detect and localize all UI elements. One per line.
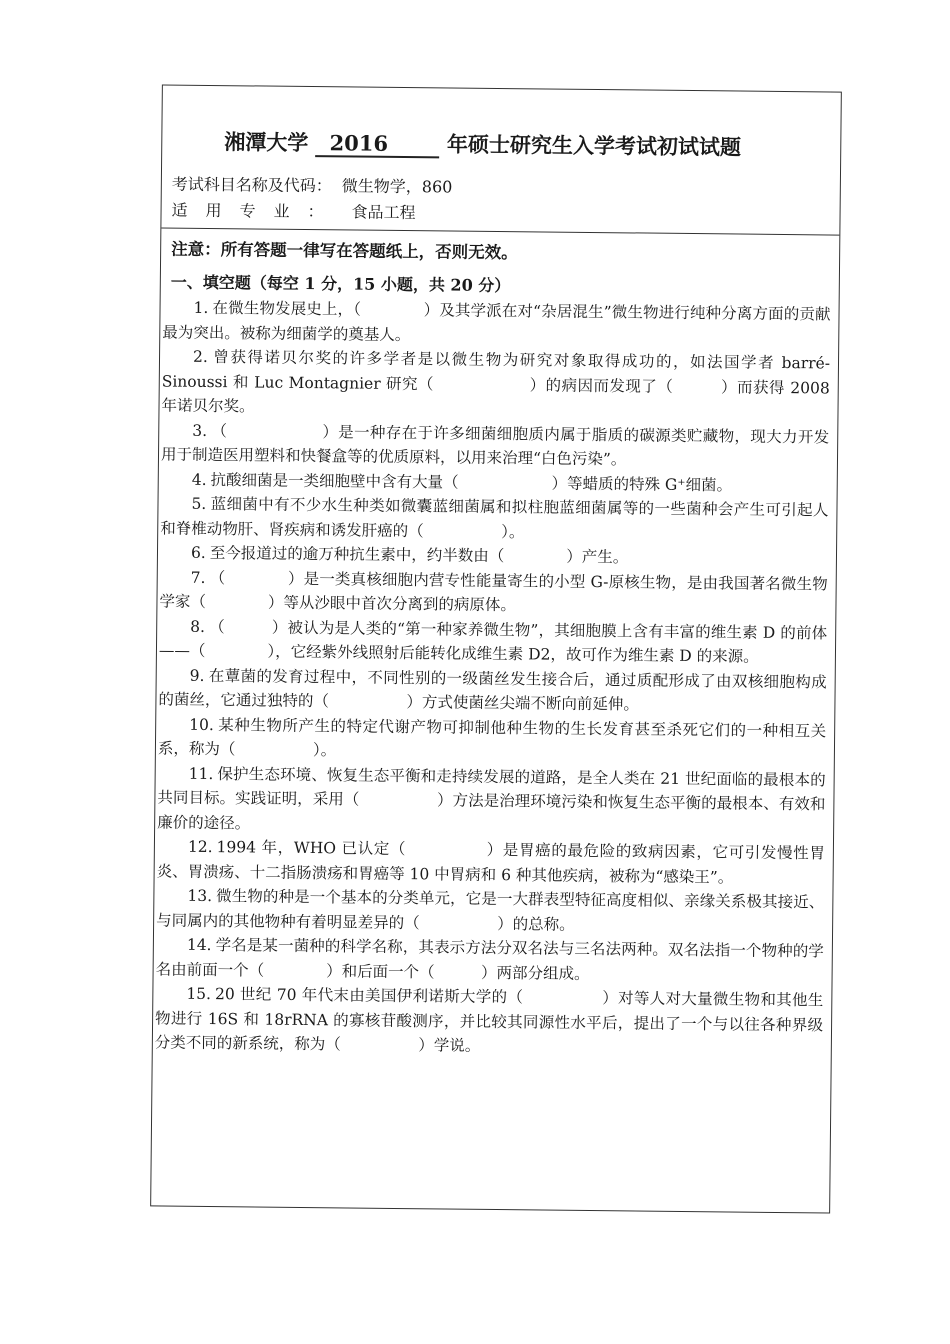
question-item: 13. 微生物的种是一个基本的分类单元，它是一大群表型特征高度相似、亲缘关系极其接近、与同属内的其他物种有着明显差异的（ ）的总称。 [156,886,825,934]
major-value: 食品工程 [351,202,416,223]
major-label: 适用专业： [171,200,342,222]
question-item: 14. 学名是某一菌种的科学名称，其表示方法分双名法与三名法两种。双名法指一个物种的学名由前面一个（ ）和后面一个（ ）两部分组成。 [155,935,824,983]
section-title: 一、填空题（每空 1 分，15 小题，共 20 分） [170,272,511,296]
question-item: 6. 至今报道过的逾万种抗生素中，约半数由（ ）产生。 [190,543,629,567]
question-item: 8. （ ）被认为是人类的“第一种家养微生物”，其细胞膜上含有丰富的维生素 D 的前体——（ ），它经紫外线照射后能转化成维生素 D2，故可作为维生素 D 的来源。 [158,617,828,666]
university-name: 湘潭大学 [224,129,309,156]
question-item: 4. 抗酸细菌是一类细胞壁中含有大量（ ）等蜡质的特殊 G⁺细菌。 [191,470,733,494]
subject-label: 考试科目名称及代码： [171,174,332,196]
question-list [155,295,831,1061]
notice-text: 注意：所有答题一律写在答题纸上，否则无效。 [171,239,518,263]
exam-year: 2016 [315,130,439,158]
title-suffix: 年硕士研究生入学考试初试试题 [446,131,742,160]
question-item: 5. 蓝细菌中有不少水生种类如微囊蓝细菌属和拟柱胞蓝细菌属等的一些菌种会产生可引起人和脊椎动物肝、肾疾病和诱发肝癌的（ ）。 [160,494,829,541]
question-item: 11. 保护生态环境、恢复生态平衡和走持续发展的道路，是全人类在 21 世纪面临的最根本的共同目标。实践证明，采用（ ）方法是治理环境污染和恢复生态平衡的最根本、有效和廉价的途径。 [157,764,826,832]
question-item: 9. 在蕈菌的发育过程中，不同性别的一级菌丝发生接合后，通过质配形成了由双核细胞构成的菌丝，它通过独特的（ ）方式使菌丝尖端不断向前延伸。 [158,666,827,714]
question-item: 1. 在微生物发展史上，（ ）及其学派在对“杂居混生”微生物进行纯种分离方面的贡献最为突出。被称为细菌学的奠基人。 [162,298,831,344]
question-item: 3. （ ）是一种存在于许多细菌细胞质内属于脂质的碳源类贮藏物，现大力开发用于制造医用塑料和快餐盒等的优质原料，以用来治理“白色污染”。 [160,421,830,469]
question-item: 15. 20 世纪 70 年代末由美国伊利诺斯大学的（ ）对等人对大量微生物和其他生物进行 16S 和 18rRNA 的寡核苷酸测序，并比较其同源性水平后，提出了一个与以往各种界级分类不同的新系统，称为（ ）学说。 [154,984,824,1055]
exam-title [224,126,741,161]
subject-line [172,172,453,198]
question-item: 2. 曾获得诺贝尔奖的许多学者是以微生物为研究对象取得成功的，如法国学者 barré-Sinoussi 和 Luc Montagnier 研究（ ）的病因而发现了（ ）而获得 2008 年诺贝尔奖。 [161,347,831,416]
question-item: 10. 某种生物所产生的特定代谢产物可抑制他种生物的生长发育甚至杀死它们的一种相互关系，称为（ ）。 [157,715,827,760]
subject-value: 微生物学，860 [341,176,453,197]
header-divider [161,227,839,235]
question-item: 12. 1994 年，WHO 已认定（ ）是胃癌的最危险的致病因素，它可引发慢性胃炎、胃溃疡、十二指肠溃疡和胃癌等 10 中胃病和 6 种其他疾病，被称为“感染王”。 [156,837,825,886]
major-line [171,198,415,224]
exam-sheet [150,84,842,1213]
question-item: 7. （ ）是一类真核细胞内营专性能量寄生的小型 G-原核生物，是由我国著名微生物学家（ ）等从沙眼中首次分离到的病原体。 [159,568,828,615]
